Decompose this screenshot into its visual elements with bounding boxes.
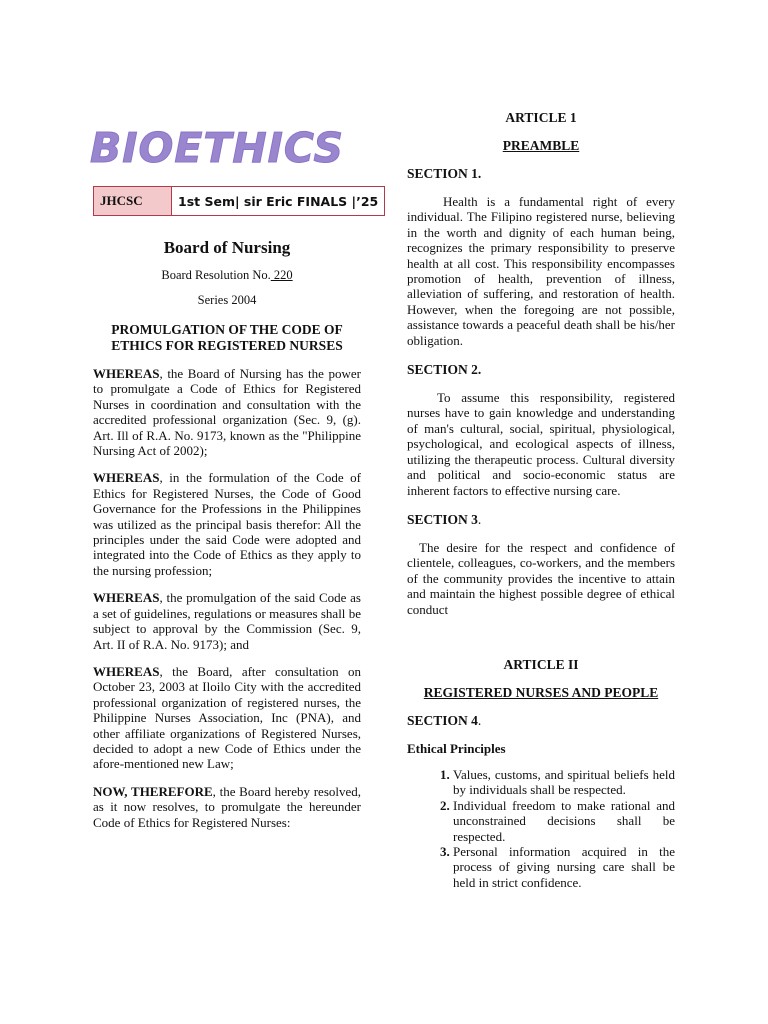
section-2-text: To assume this responsibility, registered nurses have to gain knowledge and understanding of man's cultural, social, spiritual, physiological, psychological, and ecological aspects of illness, utilizing the therapeutic process. Cultural diversity and political and socio-economic status are inherent factors to effective nursing care.: [407, 390, 675, 498]
whereas-paragraph: [93, 366, 361, 458]
section-3-heading: SECTION 3.: [407, 511, 482, 527]
paragraph-lead: WHEREAS: [93, 470, 160, 486]
whereas-paragraph: [93, 590, 361, 652]
article-2-title: REGISTERED NURSES AND PEOPLE: [423, 684, 659, 700]
section-3-text: The desire for the respect and confidence of clientele, colleagues, co-workers, and the members of the community provides the incentive to attain and maintain the highest possible degree of ethical conduct: [407, 539, 675, 617]
section-4-label: SECTION 4: [407, 712, 478, 728]
paragraph-lead: WHEREAS: [93, 590, 160, 606]
paragraph-lead: NOW, THEREFORE: [93, 783, 213, 799]
paragraph-text: , the Board hereby resolved, as it now resolves, to promulgate the hereunder Code of Ethics for Registered Nurses:: [93, 783, 362, 830]
principles-list: [407, 767, 675, 890]
now-therefore-paragraph: [93, 784, 361, 830]
resolution-line: [93, 268, 361, 283]
bioethics-logo: BIOETHICS: [90, 124, 345, 172]
paragraph-lead: WHEREAS: [93, 366, 160, 381]
preamble-heading: PREAMBLE: [502, 138, 580, 153]
list-item: 3. Personal information acquired in the process of giving nursing care shall be held in strict confidence.: [453, 844, 675, 890]
paragraph-text: , the Board, after consultation on October 23, 2003 at Iloilo City with the accredited professional organization of registered nurses, the Philippine Nurses Association, Inc (PNA), and other affiliate organizations of Registered Nurses, decided to adopt a new Code of Ethics under the afore-mentioned new Law;: [93, 663, 361, 772]
whereas-paragraph: [93, 470, 361, 578]
ethical-principles-heading: Ethical Principles: [407, 740, 506, 756]
series-line: Series 2004: [197, 293, 257, 307]
paragraph-text: , the promulgation of the said Code as a set of guidelines, regulations or measures shall be subject to approval by the Commission (Sec. 9, Art. II of R.A. No. 9173); and: [93, 590, 361, 652]
header-table: [93, 186, 385, 216]
right-column: [407, 110, 675, 890]
paragraph-lead: WHEREAS: [93, 663, 160, 679]
resolution-number: 220: [270, 268, 293, 282]
left-column: [90, 118, 379, 830]
course-cell: 1st Sem| sir Eric FINALS |’25: [178, 193, 379, 209]
section-1-text: Health is a fundamental right of every individual. The Filipino registered nurse, believing in the worth and dignity of each human being, recognizes the primary responsibility to preserve health at all cost. This responsibility encompasses promotion of health, prevention of illness, alleviation of suffering, and restoration of health. However, when the foregoing are not possible, assistance towards a peaceful death shall be his/her obligation.: [407, 194, 675, 348]
paragraph-text: , in the formulation of the Code of Ethics for Registered Nurses, the Code of Good Governance for the Professions in the Philippines was utilized as the principal basis therefor: All the principles under the said Code were adopted and integrated into the Code of Ethics as they apply to the nursing profession;: [93, 470, 361, 578]
list-item: 1. Values, customs, and spiritual beliefs held by individuals shall be respected.: [453, 767, 675, 798]
section-4-heading: SECTION 4.: [407, 712, 482, 728]
school-cell: JHCSC: [94, 187, 172, 215]
article-2-heading: ARTICLE II: [503, 656, 579, 672]
article-1-heading: ARTICLE 1: [505, 110, 577, 125]
section-1-heading: SECTION 1.: [407, 166, 482, 181]
section-2-heading: SECTION 2.: [407, 362, 482, 378]
whereas-paragraph: [93, 664, 361, 772]
board-title: Board of Nursing: [163, 238, 291, 257]
resolution-prefix: Board Resolution No.: [161, 268, 271, 282]
paragraph-text: , the Board of Nursing has the power to promulgate a Code of Ethics for Registered Nurses in coordination and consultation with the accredited professional organization (Sec. 9, (g). Art. Ill of R.A. No. 9173, known as the "Philippine Nursing Act of 2002);: [93, 366, 361, 459]
list-item: 2. Individual freedom to make rational and unconstrained decisions shall be respected.: [453, 798, 675, 844]
section-3-label: SECTION 3: [407, 511, 478, 527]
promulgation-heading: PROMULGATION OF THE CODE OF ETHICS FOR REGISTERED NURSES: [111, 322, 343, 353]
